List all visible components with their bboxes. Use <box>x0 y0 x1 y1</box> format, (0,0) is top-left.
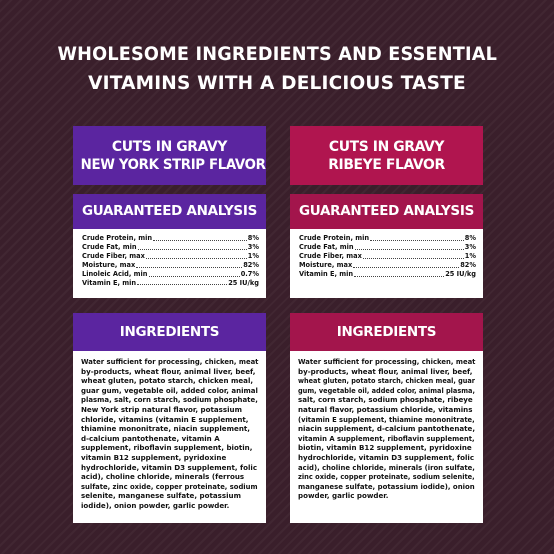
analysis-row <box>82 234 259 243</box>
ingredients-text <box>290 351 483 501</box>
headline-text: VITAMINS WITH A DELICIOUS TASTE <box>88 73 466 94</box>
analysis-rows <box>73 229 266 287</box>
analysis-label: Crude Fat, min <box>299 242 354 251</box>
analysis-value: 82% <box>243 260 259 269</box>
dot-leader <box>146 254 247 259</box>
analysis-row <box>82 252 259 261</box>
analysis-label: Moisture, max <box>299 260 353 269</box>
ingredients-line: (vitamin E supplement, thiamine mononitrate, <box>298 414 475 424</box>
ingredients-line: Water sufficient for processing, chicken, meat <box>81 357 259 366</box>
analysis-row <box>82 279 259 288</box>
analysis-value: 1% <box>464 251 476 260</box>
analysis-heading <box>73 194 266 229</box>
ingredients-card <box>73 313 266 523</box>
guaranteed-analysis-card <box>290 194 483 298</box>
card-heading-text: GUARANTEED ANALYSIS <box>81 203 257 219</box>
analysis-row <box>299 252 476 261</box>
ingredients-line: acid), choline chloride, minerals (iron sulfate, <box>298 462 475 472</box>
analysis-rows <box>290 229 483 279</box>
title-line-1: CUTS IN GRAVY <box>328 138 445 155</box>
ingredients-line: New York strip natural flavor, potassium <box>81 404 242 414</box>
dot-leader <box>370 236 464 241</box>
ingredients-line: acid), choline chloride, minerals (ferrous <box>81 472 245 482</box>
dot-leader <box>149 272 240 277</box>
headline-text: WHOLESOME INGREDIENTS AND ESSENTIAL <box>57 44 497 65</box>
ingredients-line: iodide), onion powder, garlic powder. <box>81 500 230 510</box>
headline-line-2 <box>0 69 554 98</box>
ingredients-line: gum, vegetable oil, added color, animal plasma, <box>298 385 475 395</box>
analysis-label: Linoleic Acid, min <box>82 269 148 278</box>
analysis-heading <box>290 194 483 229</box>
dot-leader <box>137 280 227 285</box>
headline-line-1 <box>0 40 554 69</box>
analysis-value: 25 IU/kg <box>228 278 259 287</box>
analysis-label: Crude Protein, min <box>82 234 153 242</box>
ingredients-line: vitamin A supplement, riboflavin supplement, <box>298 433 475 443</box>
analysis-row <box>299 234 476 243</box>
analysis-label: Crude Fiber, max <box>82 251 145 260</box>
product-title-new-york-strip <box>73 126 266 185</box>
guaranteed-analysis-card <box>73 194 266 298</box>
analysis-value: 1% <box>247 251 259 260</box>
analysis-label: Moisture, max <box>82 260 136 269</box>
card-heading-text: INGREDIENTS <box>336 324 437 340</box>
analysis-row <box>82 243 259 252</box>
ingredients-line: selenite, manganese sulfate, potassium <box>81 491 241 501</box>
ingredients-line: d-calcium pantothenate, vitamin A <box>81 433 220 443</box>
product-title-ribeye <box>290 126 483 185</box>
card-heading-text: GUARANTEED ANALYSIS <box>298 203 474 219</box>
ingredients-line: hydrochloride, vitamin D3 supplement, folic <box>298 452 475 462</box>
title-line-1: CUTS IN GRAVY <box>111 138 228 155</box>
analysis-label: Crude Fat, min <box>82 242 137 251</box>
analysis-value: 3% <box>247 242 259 251</box>
analysis-row <box>299 270 476 279</box>
dot-leader <box>354 272 444 277</box>
ingredients-card <box>290 313 483 523</box>
analysis-row <box>82 270 259 279</box>
ingredients-line: Water sufficient for processing, chicken, meat <box>298 357 476 366</box>
ingredients-line: manganese sulfate, potassium iodide), onion <box>298 481 475 491</box>
ingredients-line: wheat gluten, potato starch, chicken meal, <box>81 376 254 386</box>
analysis-value: 3% <box>464 242 476 251</box>
dot-leader <box>353 263 459 268</box>
ingredients-line: natural flavor, potassium chloride, vitamins <box>298 404 473 414</box>
analysis-label: Vitamin E, min <box>299 269 354 278</box>
ingredients-line: vitamin B12 supplement, pyridoxine <box>81 452 227 462</box>
ingredients-line: hydrochloride, vitamin D3 supplement, folic <box>81 462 258 472</box>
title-line-2: RIBEYE FLAVOR <box>328 156 445 173</box>
dot-leader <box>355 245 464 250</box>
ingredients-line: supplement, riboflavin supplement, biotin, <box>81 443 253 453</box>
ingredients-line: guar gum, vegetable oil, added color, animal <box>81 385 258 395</box>
title-line-2: NEW YORK STRIP FLAVOR <box>80 156 266 173</box>
ingredients-line: plasma, salt, corn starch, sodium phosphate, <box>81 395 258 405</box>
analysis-value: 82% <box>460 260 476 269</box>
analysis-value: 25 IU/kg <box>445 269 476 278</box>
ingredients-line: biotin, vitamin B12 supplement, pyridoxine <box>298 443 472 453</box>
analysis-label: Vitamin E, min <box>82 278 137 287</box>
ingredients-line: sulfate, zinc oxide, copper proteinate, sodium <box>81 481 258 491</box>
dot-leader <box>136 263 242 268</box>
ingredients-line: by-products, wheat flour, animal liver, beef, <box>81 366 256 376</box>
card-heading-text: INGREDIENTS <box>119 324 220 340</box>
ingredients-line: zinc oxide, copper proteinate, sodium selenite, <box>298 472 475 482</box>
ingredients-heading <box>73 313 266 351</box>
ingredients-line: powder, garlic powder. <box>298 491 389 501</box>
ingredients-line: niacin supplement, d-calcium pantothenate, <box>298 424 476 434</box>
dot-leader <box>153 236 247 241</box>
analysis-value: 0.7% <box>240 269 259 278</box>
analysis-row <box>299 261 476 270</box>
analysis-row <box>299 243 476 252</box>
analysis-value: 8% <box>247 234 259 242</box>
ingredients-heading <box>290 313 483 351</box>
ingredients-line: thiamine mononitrate, niacin supplement, <box>81 424 250 434</box>
ingredients-text <box>73 351 266 511</box>
dot-leader <box>363 254 464 259</box>
analysis-label: Crude Fiber, max <box>299 251 362 260</box>
ingredients-line: salt, corn starch, sodium phosphate, ribeye <box>298 395 473 405</box>
analysis-label: Crude Protein, min <box>299 234 370 242</box>
ingredients-line: by-products, wheat flour, animal liver, beef, <box>298 366 473 376</box>
headline <box>0 40 554 98</box>
analysis-row <box>82 261 259 270</box>
ingredients-line: chloride, vitamins (vitamin E supplement, <box>81 414 249 424</box>
analysis-value: 8% <box>464 234 476 242</box>
ingredients-line: wheat gluten, potato starch, chicken meal, guar <box>298 376 475 386</box>
dot-leader <box>138 245 247 250</box>
